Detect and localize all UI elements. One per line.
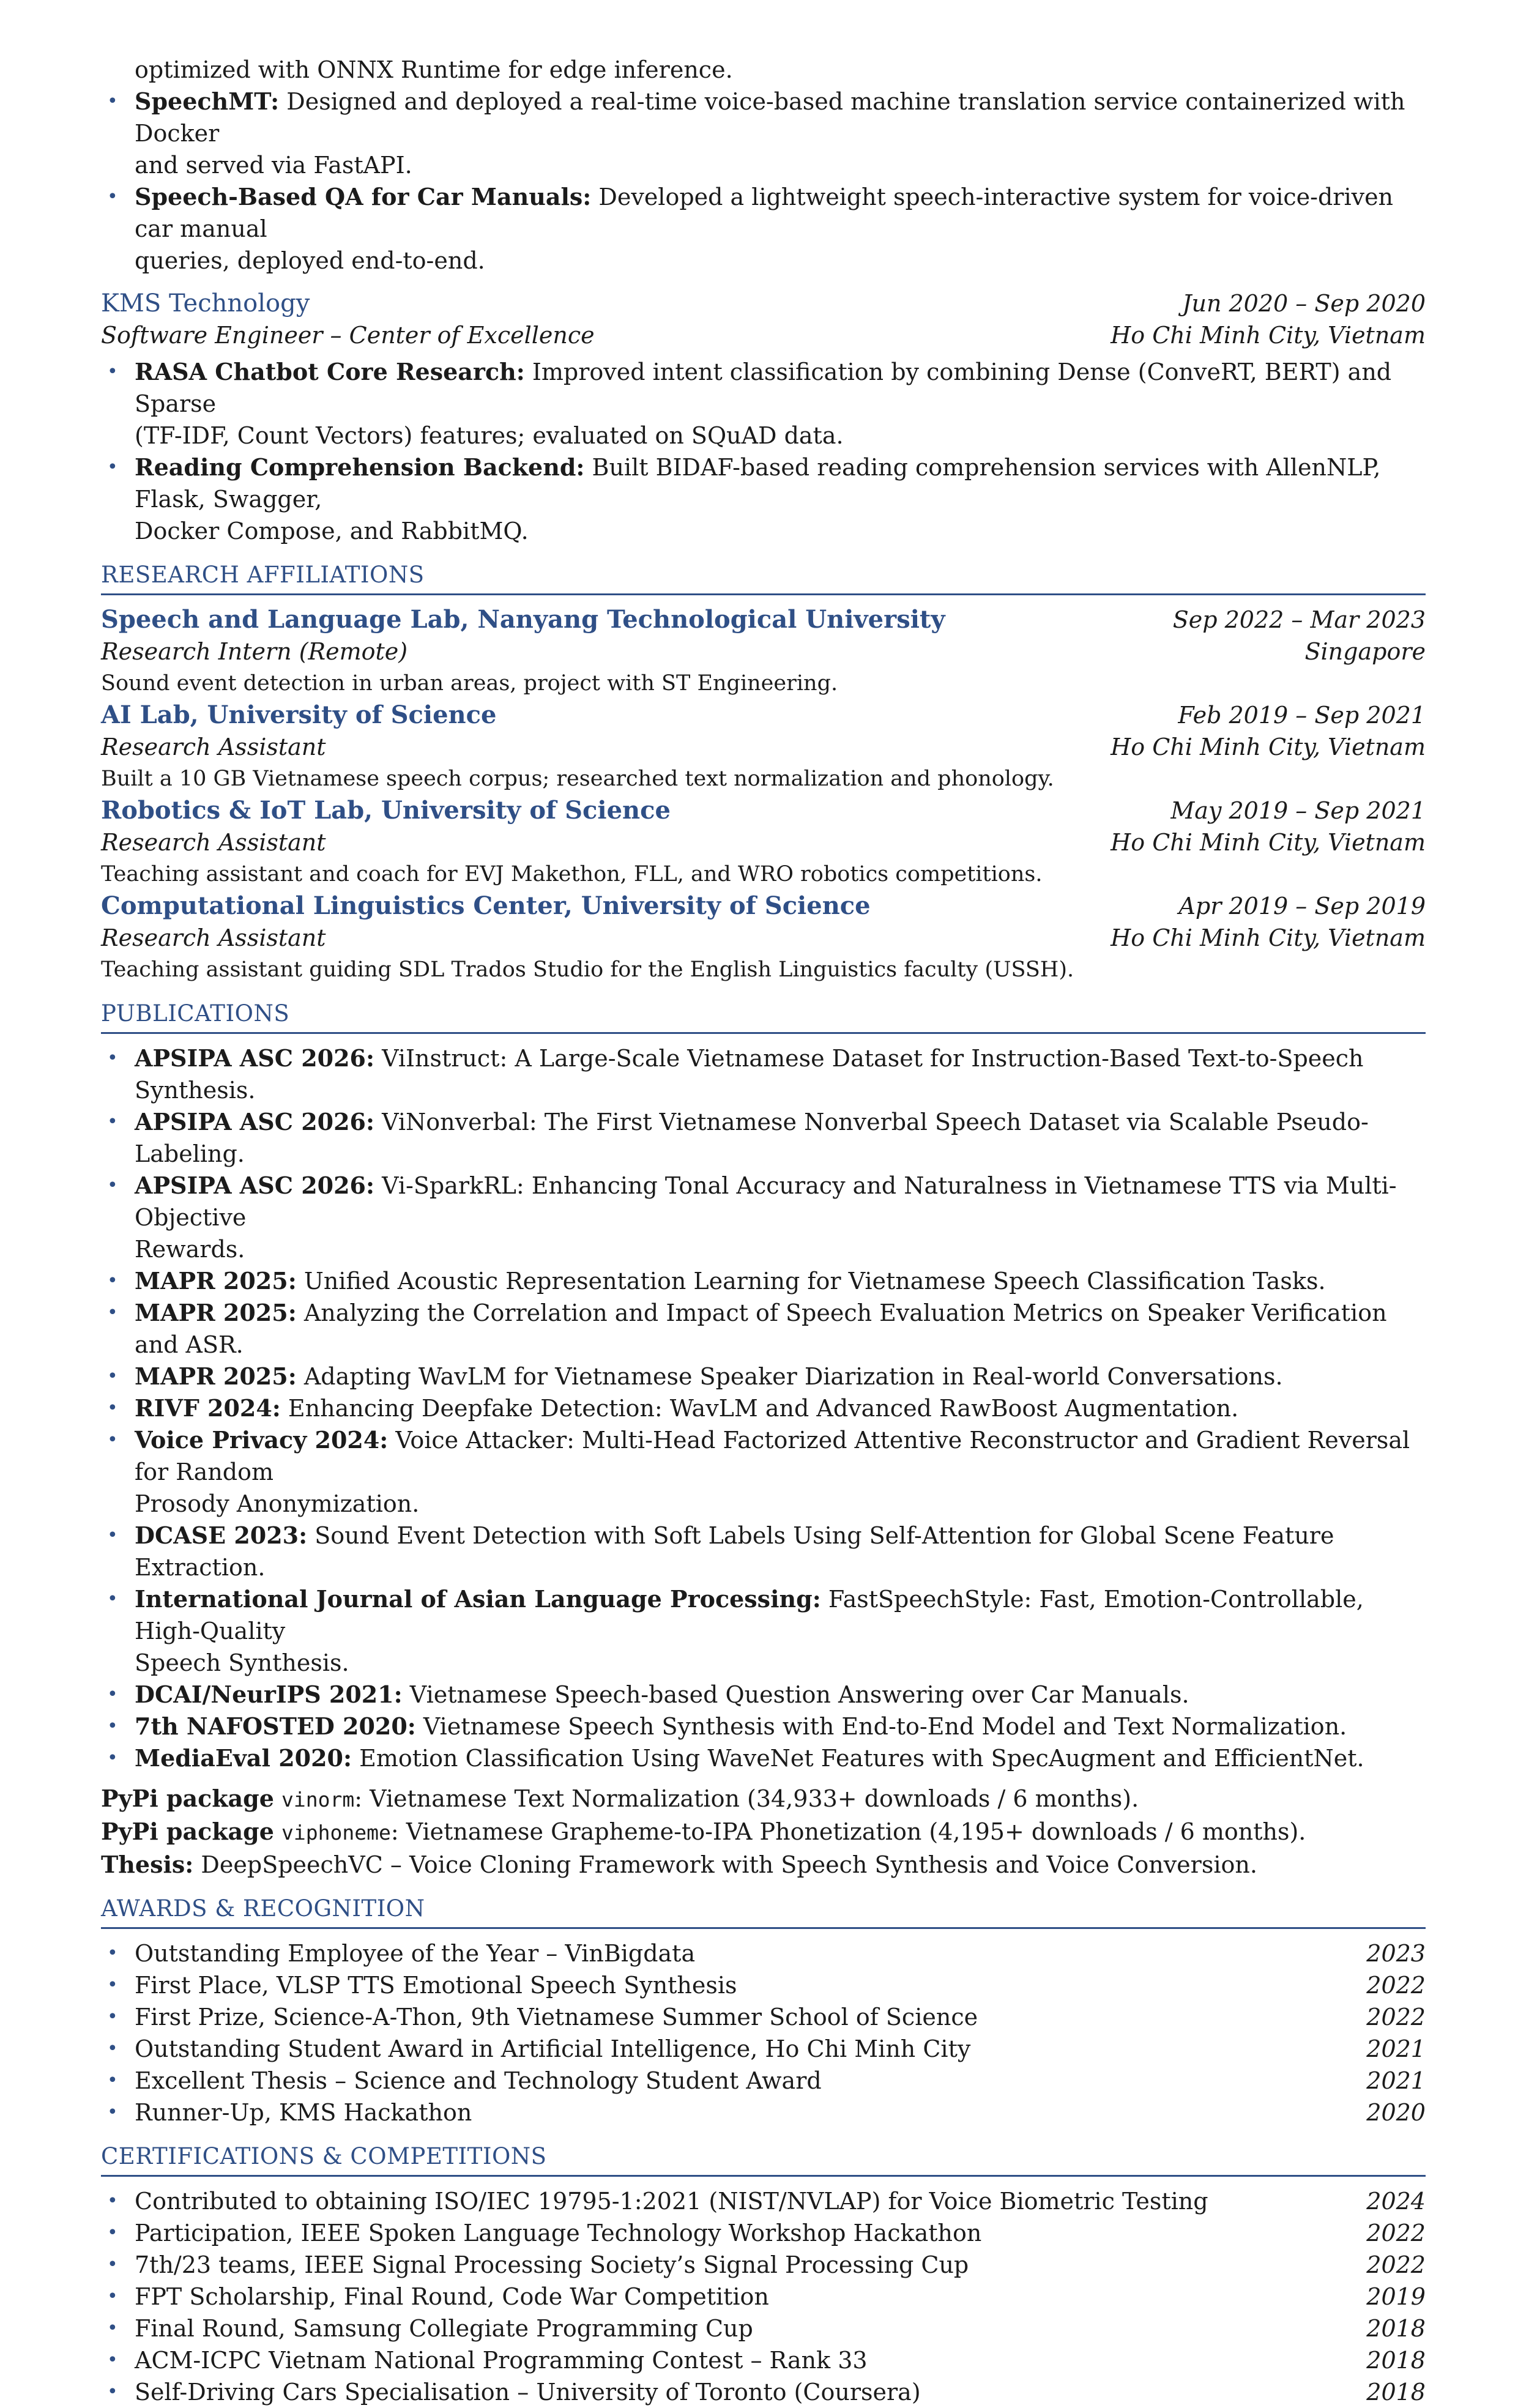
certifications-list	[101, 2185, 1426, 2408]
award-text: Runner-Up, KMS Hackathon	[135, 2099, 472, 2126]
list-item	[101, 181, 1426, 277]
list-item	[101, 2344, 1426, 2376]
awards-list	[101, 1938, 1426, 2128]
venue: MAPR 2025:	[135, 1299, 297, 1326]
date-range: Jun 2020 – Sep 2020	[1182, 290, 1426, 317]
cert-year: 2018	[1366, 2347, 1426, 2374]
job-role: Software Engineer – Center of Excellence	[101, 322, 595, 349]
section-heading-research: RESEARCH AFFILIATIONS	[101, 560, 1426, 595]
bullet-icon: •	[107, 2038, 118, 2059]
bullet-icon: •	[107, 1397, 118, 1419]
list-item	[101, 452, 1426, 547]
description: Sound event detection in urban areas, project with ST Engineering.	[101, 671, 838, 696]
pypi-viphoneme	[101, 1816, 1426, 1849]
paper-title: Sound Event Detection with Soft Labels Using Self-Attention for Global Scene Feature Extraction.	[135, 1522, 1334, 1581]
thesis	[101, 1849, 1426, 1881]
list-item	[101, 2281, 1426, 2313]
section-heading-awards: AWARDS & RECOGNITION	[101, 1894, 1426, 1929]
venue: MAPR 2025:	[135, 1362, 297, 1390]
list-item	[101, 2033, 1426, 2065]
job-role: Research Assistant	[101, 829, 326, 856]
bullet-icon: •	[107, 1525, 118, 1546]
organization-name: AI Lab, University of Science	[101, 700, 497, 729]
list-item	[101, 1265, 1426, 1297]
cert-text: Contributed to obtaining ISO/IEC 19795-1:2021 (NIST/NVLAP) for Voice Biometric Testing	[135, 2188, 1208, 2215]
job-bullets	[101, 356, 1426, 547]
job-role: Research Assistant	[101, 924, 326, 951]
list-item	[101, 2001, 1426, 2033]
item-heading: SpeechMT:	[135, 87, 280, 115]
job-kms	[101, 288, 1426, 547]
venue: DCASE 2023:	[135, 1522, 308, 1549]
bullet-icon: •	[107, 2222, 118, 2243]
award-text: First Prize, Science-A-Thon, 9th Vietnamese Summer School of Science	[135, 2004, 978, 2031]
item-heading: RASA Chatbot Core Research:	[135, 358, 525, 385]
list-item	[101, 1938, 1426, 1969]
bullet-icon: •	[107, 1366, 118, 1387]
organization-name: Robotics & IoT Lab, University of Science	[101, 796, 671, 825]
bullet-icon: •	[107, 1047, 118, 1069]
award-year: 2020	[1366, 2099, 1426, 2126]
paper-title: ViInstruct: A Large-Scale Vietnamese Dataset for Instruction-Based Text-to-Speech Synthesis.	[135, 1045, 1364, 1104]
list-item	[101, 356, 1426, 452]
list-item	[101, 1361, 1426, 1392]
cert-year: 2022	[1366, 2220, 1426, 2246]
item-text-cont: queries, deployed end-to-end.	[135, 247, 485, 274]
award-text: Outstanding Employee of the Year – VinBigdata	[135, 1940, 696, 1967]
organization-name: Speech and Language Lab, Nanyang Technological University	[101, 605, 945, 634]
pypi-label: PyPi package	[101, 1818, 274, 1845]
thesis-title: DeepSpeechVC – Voice Cloning Framework with Speech Synthesis and Voice Conversion.	[193, 1851, 1257, 1878]
pypi-label: PyPi package	[101, 1785, 274, 1812]
item-heading: Reading Comprehension Backend:	[135, 453, 585, 481]
award-text: Excellent Thesis – Science and Technology Student Award	[135, 2067, 822, 2094]
paper-title: Vietnamese Speech-based Question Answering over Car Manuals.	[402, 1681, 1189, 1708]
venue: APSIPA ASC 2026:	[135, 1108, 374, 1135]
bullet-icon: •	[107, 1715, 118, 1737]
paper-title: Vietnamese Speech Synthesis with End-to-End Model and Text Normalization.	[415, 1713, 1347, 1740]
bullet-icon: •	[107, 2381, 118, 2402]
list-item	[101, 1742, 1426, 1774]
package-desc: : Vietnamese Text Normalization (34,933+ downloads / 6 months).	[354, 1785, 1139, 1812]
organization-name: KMS Technology	[101, 289, 310, 318]
bullet-icon: •	[107, 2101, 118, 2123]
bullet-icon: •	[107, 2006, 118, 2027]
venue: MAPR 2025:	[135, 1267, 297, 1295]
bullet-icon: •	[107, 186, 118, 207]
venue: DCAI/NeurIPS 2021:	[135, 1681, 403, 1708]
item-text: Developed a lightweight speech-interactive system for voice-driven car manual	[135, 184, 1394, 242]
resume-page	[101, 54, 1426, 2408]
award-year: 2021	[1366, 2035, 1426, 2062]
bullet-icon: •	[107, 1175, 118, 1196]
paper-title: Unified Acoustic Representation Learning for Vietnamese Speech Classification Tasks.	[296, 1268, 1326, 1295]
list-item	[101, 1424, 1426, 1520]
item-text-cont: and served via FastAPI.	[135, 152, 412, 179]
cert-year: 2024	[1366, 2188, 1426, 2215]
bullet-icon: •	[107, 1684, 118, 1705]
venue: Voice Privacy 2024:	[135, 1426, 389, 1454]
bullet-icon: •	[107, 361, 118, 382]
research-item	[101, 890, 1426, 986]
list-item	[101, 2097, 1426, 2128]
cert-year: 2019	[1366, 2283, 1426, 2310]
paper-title: Enhancing Deepfake Detection: WavLM and Advanced RawBoost Augmentation.	[280, 1395, 1239, 1422]
bullet-icon: •	[107, 456, 118, 478]
job-role: Research Intern (Remote)	[101, 638, 408, 665]
list-item	[101, 2185, 1426, 2217]
bullet-icon: •	[107, 2254, 118, 2275]
job-role: Research Assistant	[101, 734, 326, 760]
list-item	[101, 1042, 1426, 1106]
date-range: Feb 2019 – Sep 2021	[1178, 702, 1426, 729]
paper-title-cont: Rewards.	[135, 1236, 245, 1263]
cert-year: 2022	[1366, 2251, 1426, 2278]
venue: 7th NAFOSTED 2020:	[135, 1712, 416, 1740]
description: Teaching assistant and coach for EVJ Makethon, FLL, and WRO robotics competitions.	[101, 862, 1043, 886]
bullet-icon: •	[107, 1942, 118, 1964]
award-text: First Place, VLSP TTS Emotional Speech Synthesis	[135, 1972, 737, 1999]
award-year: 2021	[1366, 2067, 1426, 2094]
cert-year: 2018	[1366, 2315, 1426, 2342]
location: Singapore	[1304, 638, 1426, 665]
cert-text: 7th/23 teams, IEEE Signal Processing Society’s Signal Processing Cup	[135, 2251, 969, 2278]
list-item	[101, 2313, 1426, 2344]
list-item	[101, 2376, 1426, 2408]
bullet-icon: •	[107, 2317, 118, 2339]
list-item	[101, 1106, 1426, 1170]
bullet-icon: •	[107, 1747, 118, 1769]
bullet-icon: •	[107, 1974, 118, 1996]
package-desc: : Vietnamese Grapheme-to-IPA Phonetization (4,195+ downloads / 6 months).	[390, 1818, 1306, 1845]
paper-title-cont: Speech Synthesis.	[135, 1649, 349, 1676]
experience-continuation: optimized with ONNX Runtime for edge inference.	[135, 56, 733, 83]
location: Ho Chi Minh City, Vietnam	[1111, 734, 1426, 760]
cert-text: ACM-ICPC Vietnam National Programming Contest – Rank 33	[135, 2347, 868, 2374]
item-text-cont: Docker Compose, and RabbitMQ.	[135, 518, 529, 544]
location: Ho Chi Minh City, Vietnam	[1111, 829, 1426, 856]
date-range: Apr 2019 – Sep 2019	[1178, 893, 1426, 920]
item-heading: Speech-Based QA for Car Manuals:	[135, 183, 592, 210]
publication-list	[101, 1042, 1426, 1774]
award-year: 2023	[1366, 1940, 1426, 1967]
list-item	[101, 86, 1426, 181]
venue: International Journal of Asian Language Processing:	[135, 1585, 821, 1613]
bullet-icon: •	[107, 2190, 118, 2212]
bullet-icon: •	[107, 1588, 118, 1610]
location: Ho Chi Minh City, Vietnam	[1111, 322, 1426, 349]
bullet-icon: •	[107, 2286, 118, 2307]
research-item	[101, 699, 1426, 795]
cert-year: 2018	[1366, 2379, 1426, 2406]
list-item	[101, 2249, 1426, 2281]
bullet-icon: •	[107, 91, 118, 112]
paper-title: Voice Attacker: Multi-Head Factorized Attentive Reconstructor and Gradient Reversal for Random	[135, 1427, 1410, 1485]
award-year: 2022	[1366, 2004, 1426, 2031]
venue: APSIPA ASC 2026:	[135, 1172, 374, 1199]
description: Built a 10 GB Vietnamese speech corpus; researched text normalization and phonology.	[101, 767, 1054, 791]
venue: MediaEval 2020:	[135, 1744, 352, 1772]
list-item	[101, 1392, 1426, 1424]
package-name: viphoneme	[281, 1821, 391, 1845]
paper-title: ViNonverbal: The First Vietnamese Nonverbal Speech Dataset via Scalable Pseudo-Labeling.	[135, 1109, 1369, 1167]
cert-text: Final Round, Samsung Collegiate Programming Cup	[135, 2315, 753, 2342]
organization-name: Computational Linguistics Center, University of Science	[101, 891, 871, 920]
package-name: vinorm	[281, 1788, 355, 1812]
bullet-icon: •	[107, 1302, 118, 1323]
cert-text: FPT Scholarship, Final Round, Code War Competition	[135, 2283, 769, 2310]
award-text: Outstanding Student Award in Artificial Intelligence, Ho Chi Minh City	[135, 2035, 971, 2062]
list-item	[101, 1297, 1426, 1361]
list-item	[101, 1520, 1426, 1583]
cert-text: Self-Driving Cars Specialisation – University of Toronto (Coursera)	[135, 2379, 921, 2406]
cert-text: Participation, IEEE Spoken Language Technology Workshop Hackathon	[135, 2220, 982, 2246]
item-text: Improved intent classification by combining Dense (ConveRT, BERT) and Sparse	[135, 359, 1392, 417]
research-item	[101, 604, 1426, 699]
paper-title: Adapting WavLM for Vietnamese Speaker Diarization in Real-world Conversations.	[296, 1363, 1283, 1390]
venue: RIVF 2024:	[135, 1394, 281, 1422]
date-range: Sep 2022 – Mar 2023	[1172, 606, 1426, 633]
item-text: Built BIDAF-based reading comprehension services with AllenNLP, Flask, Swagger,	[135, 454, 1381, 513]
item-text: Designed and deployed a real-time voice-based machine translation service containerized with Docker	[135, 88, 1405, 147]
list-item	[101, 2217, 1426, 2249]
bullet-icon: •	[107, 1429, 118, 1451]
bullet-icon: •	[107, 2349, 118, 2371]
experience-bullets	[101, 86, 1426, 277]
award-year: 2022	[1366, 1972, 1426, 1999]
venue: APSIPA ASC 2026:	[135, 1044, 374, 1072]
paper-title-cont: Prosody Anonymization.	[135, 1490, 420, 1517]
description: Teaching assistant guiding SDL Trados Studio for the English Linguistics faculty (USSH).	[101, 957, 1074, 982]
bullet-icon: •	[107, 2070, 118, 2091]
list-item	[101, 1969, 1426, 2001]
paper-title: Emotion Classification Using WaveNet Features with SpecAugment and EfficientNet.	[352, 1745, 1364, 1772]
list-item	[101, 1170, 1426, 1265]
bullet-icon: •	[107, 1270, 118, 1291]
bullet-icon: •	[107, 1111, 118, 1132]
research-list	[101, 604, 1426, 986]
list-item	[101, 2065, 1426, 2097]
research-item	[101, 795, 1426, 890]
item-text-cont: (TF-IDF, Count Vectors) features; evaluated on SQuAD data.	[135, 422, 844, 449]
section-heading-publications: PUBLICATIONS	[101, 999, 1426, 1034]
section-heading-certifications: CERTIFICATIONS & COMPETITIONS	[101, 2142, 1426, 2177]
paper-title: Vi-SparkRL: Enhancing Tonal Accuracy and Naturalness in Vietnamese TTS via Multi-Objective	[135, 1172, 1397, 1231]
pypi-vinorm	[101, 1783, 1426, 1816]
list-item	[101, 1679, 1426, 1711]
list-item	[101, 1711, 1426, 1742]
paper-title: FastSpeechStyle: Fast, Emotion-Controllable, High-Quality	[135, 1586, 1364, 1644]
thesis-label: Thesis:	[101, 1851, 194, 1878]
paper-title: Analyzing the Correlation and Impact of Speech Evaluation Metrics on Speaker Verification and ASR.	[135, 1299, 1387, 1358]
list-item	[101, 1583, 1426, 1679]
date-range: May 2019 – Sep 2021	[1170, 797, 1426, 824]
location: Ho Chi Minh City, Vietnam	[1111, 924, 1426, 951]
